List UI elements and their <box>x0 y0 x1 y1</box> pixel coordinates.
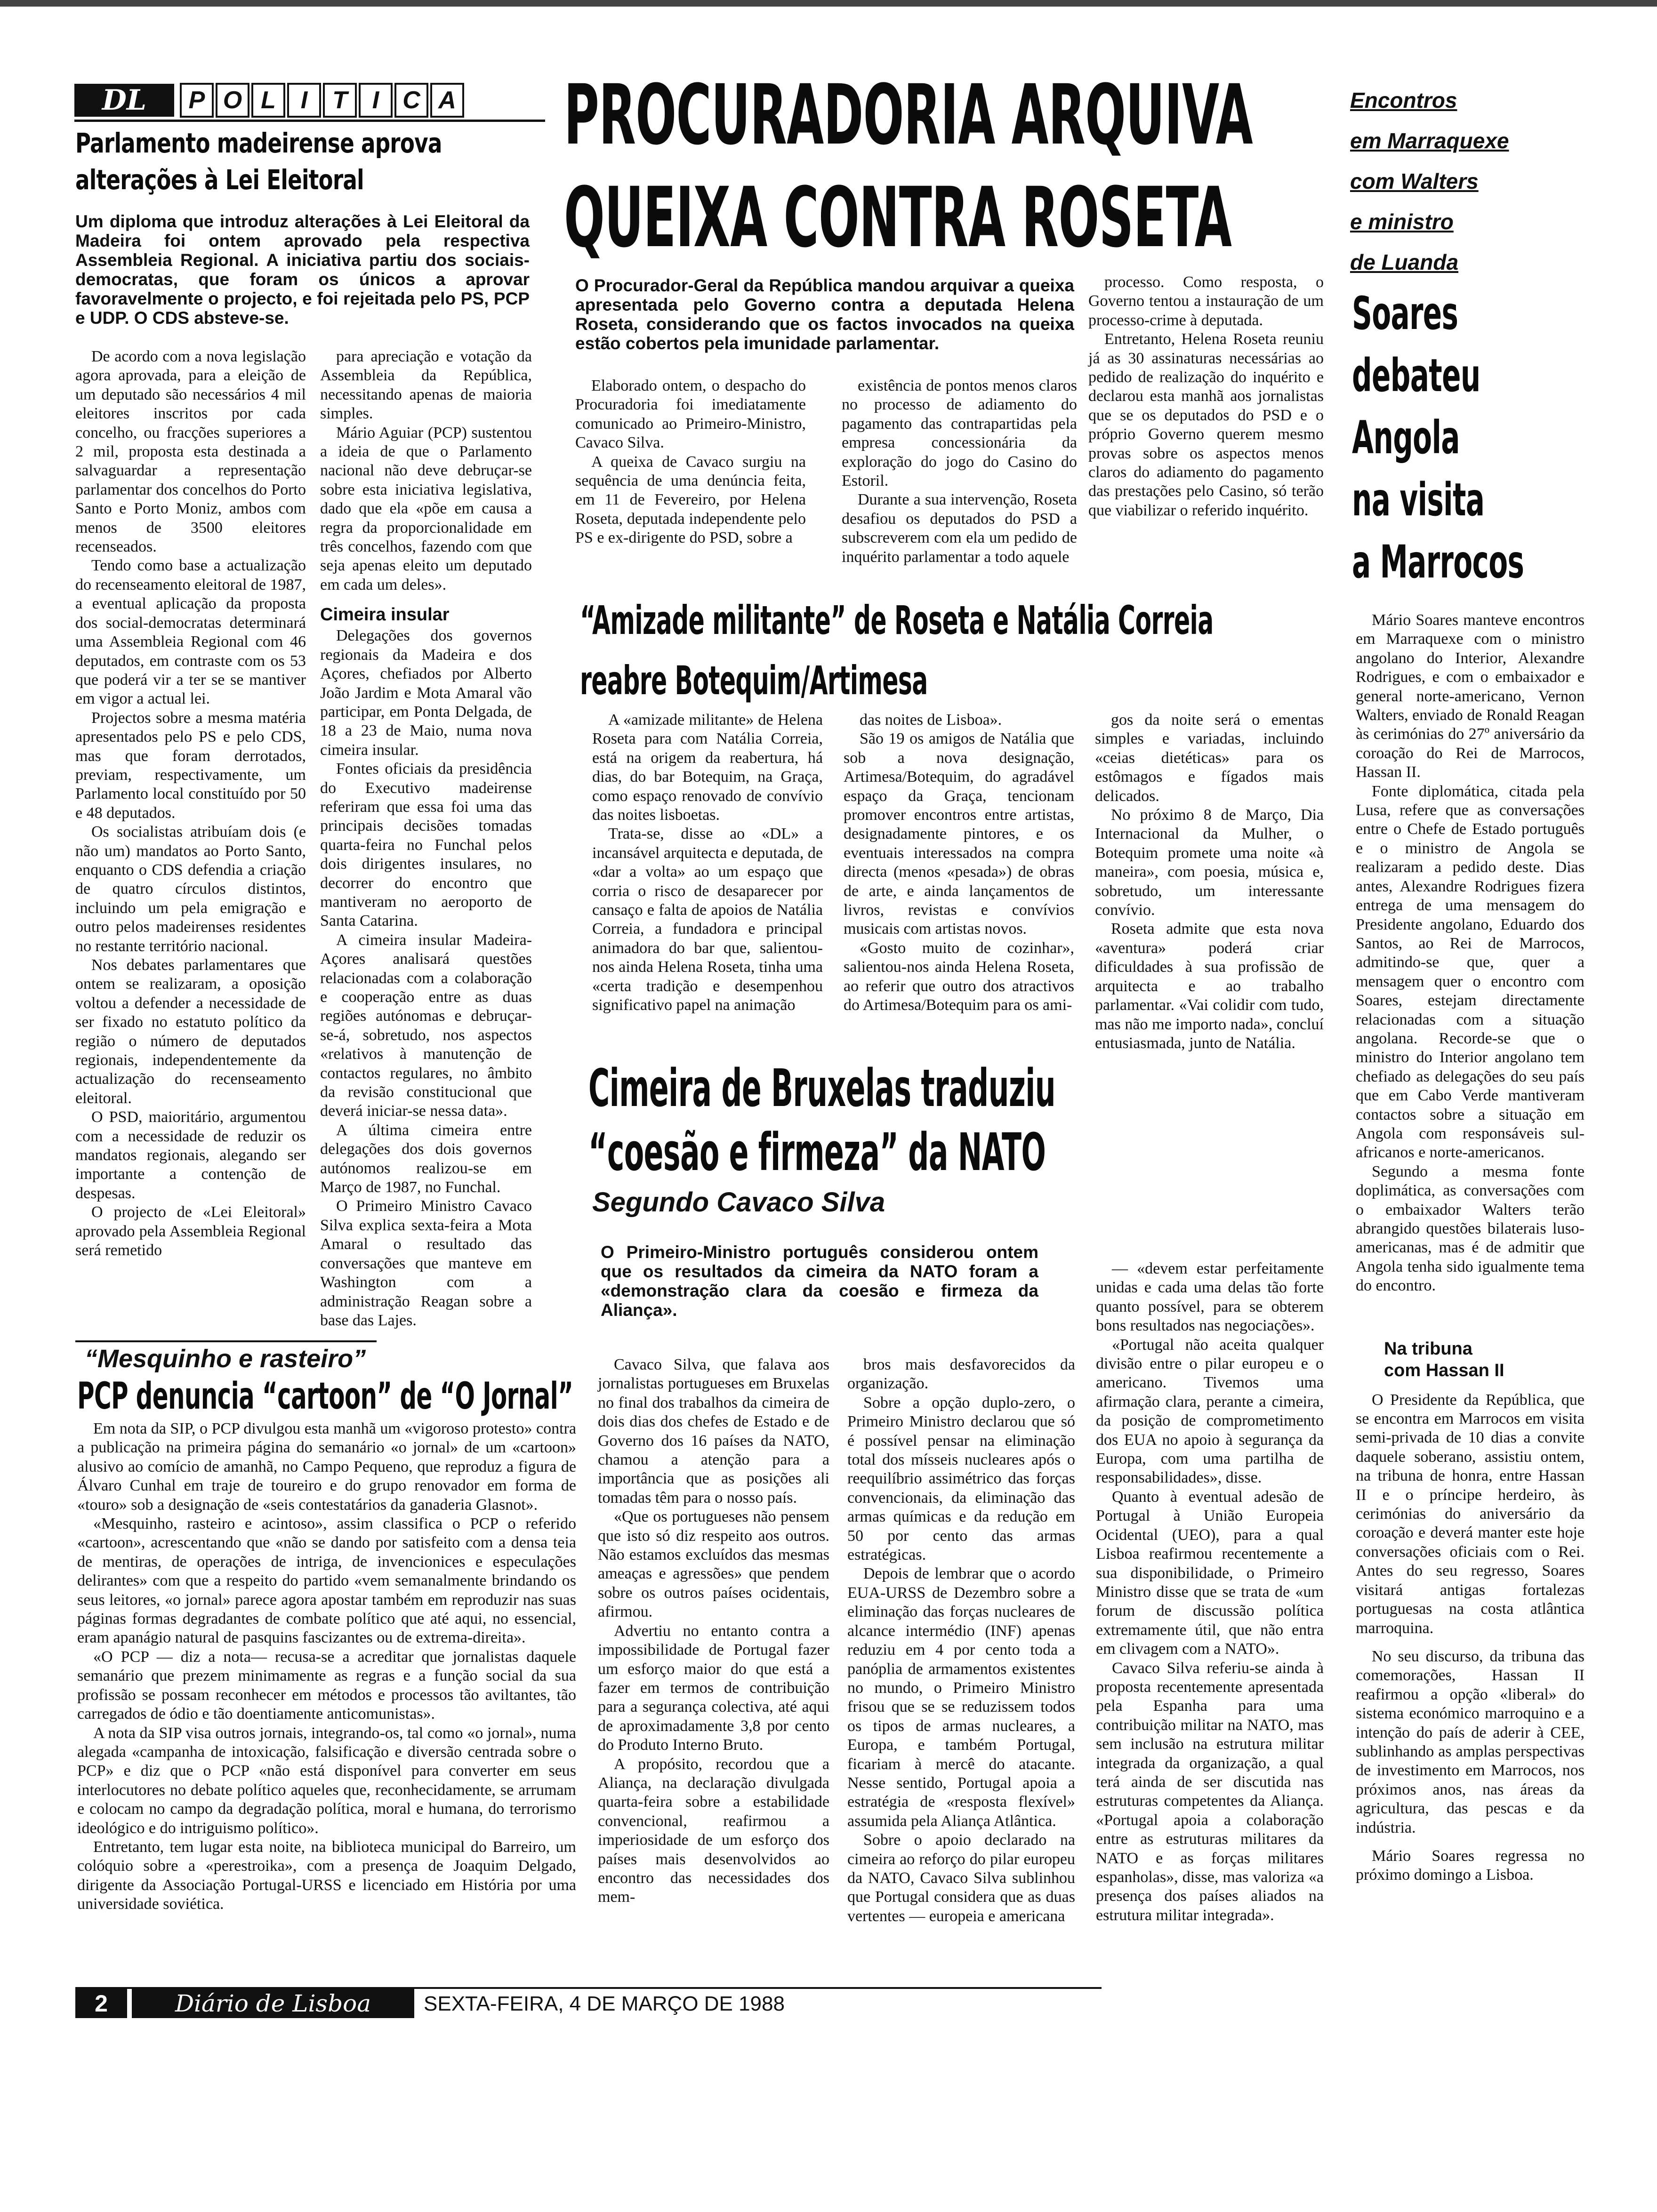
section-letter: I <box>359 83 393 118</box>
paragraph: «Mesquinho, rasteiro e acintoso», assim classifica o PCP o referido «cartoon», acrescentando que «não se dando por satisfeito com a densa teia de mentiras, de operações de intriga, de invencionices e especulações delirantes» com que a respeito do partido «vem semanalmente brindando os seus leitores, «o jornal» parece agora apostar também em reproduzir nas suas páginas formas degradantes de combate político que até aqui, no essencial, eram apanágio natural de pasquins fascizantes ou de extrema-direita». <box>77 1515 576 1647</box>
a6-kicker-line: e ministro <box>1350 209 1454 234</box>
paragraph: Entretanto, Helena Roseta reuniu já as 30 assinaturas necessárias ao pedido de realização do inquérito e declarou esta manhã aos jornalistas que se os deputados do PSD e o próprio Governo querem mesmo provas sobre os aspectos menos claros do adiamento do pagamento das prestações pelo Casino, só terão que viabilizar o referido inquérito. <box>1088 330 1324 519</box>
paragraph: No seu discurso, da tribuna das comemorações, Hassan II reafirmou a opção «liberal» do sistema económico marroquino e a intenção do país de aderir à CEE, sublinhando as amplas perspectivas de investimento em Marrocos, nos próximos anos, nas áreas da agricultura, das pescas e da indústria. <box>1356 1647 1585 1836</box>
a6-headline-line: na visita <box>1352 473 1485 526</box>
section-letter: I <box>287 83 321 118</box>
a2-column-3 <box>1088 273 1324 520</box>
paragraph: Entretanto, tem lugar esta noite, na biblioteca municipal do Barreiro, um colóquio sobre a «perestroika», com a presença de Joaquim Delgado, dirigente da Associação Portugal-URSS e licenciado em História por uma universidade soviética. <box>77 1838 576 1913</box>
section-letter: P <box>180 83 214 118</box>
a4-lead: O Primeiro-Ministro português considerou ontem que os resultados da cimeira da NATO foram a «demonstração clara da coesão e firmeza da Aliança». <box>601 1242 1038 1320</box>
paragraph: existência de pontos menos claros no processo de adiamento do pagamento das contrapartidas pela empresa concessionária da exploração do jogo do Casino do Estoril. <box>842 377 1077 490</box>
a2-column-2 <box>842 377 1077 567</box>
paragraph: Segundo a mesma fonte doplimática, as conversações com o embaixador Walters terão abrangido questões bilaterais luso-americanas, mas é de admitir que Angola tenha sido igualmente tema do encontro. <box>1356 1162 1585 1295</box>
section-letter: T <box>323 83 357 118</box>
a1-lead: Um diploma que introduz alterações à Lei Eleitoral da Madeira foi ontem aprovado pela respectiva Assembleia Regional. A iniciativa partiu dos sociais-democratas, que foram os únicos a aprovar favoravelmente o projecto, e foi rejeitada pelo PS, PCP e UDP. O CDS absteve-se. <box>75 212 530 328</box>
paragraph: — «devem estar perfeitamente unidas e cada uma delas tão forte quanto possível, para se obterem bons resultados nas negociações». <box>1096 1260 1324 1335</box>
paragraph: Fonte diplomática, citada pela Lusa, refere que as conversações entre o Chefe de Estado português e o ministro de Angola se realizaram a pedido deste. Dias antes, Alexandre Rodrigues fizera entrega de uma mensagem do Presidente angolano, Eduardo dos Santos, ao Rei de Marrocos, admitindo-se que, quer a mensagem quer o encontro com Soares, estejam directamente relacionadas com a situação angolana. Recorde-se que o ministro do Interior angolano tem chefiado as delegações do seu país que em Cabo Verde mantiveram contactos sobre a situação em Angola com responsáveis sul-africanos e norte-americanos. <box>1356 782 1585 1162</box>
paragraph: Elaborado ontem, o despacho do Procuradoria foi imediatamente comunicado ao Primeiro-Ministro, Cavaco Silva. <box>575 377 806 452</box>
a3-column-2 <box>844 711 1074 1015</box>
paragraph: O Primeiro Ministro Cavaco Silva explica sexta-feira a Mota Amaral o resultado das conversações que manteve em Washington com a administração Reagan sobre a base das Lajes. <box>320 1197 532 1329</box>
a6-subheading <box>1384 1338 1585 1381</box>
a1-column-1 <box>75 347 306 1260</box>
a3-headline-2: reabre Botequim/Artimesa <box>580 657 928 704</box>
paragraph: Advertiu no entanto contra a impossibilidade de Portugal fazer um esforço maior do que está a fazer em termos de contribuição para a segurança colectiva, até aqui de aproximadamente 3,8 por cento do Produto Interno Bruto. <box>598 1622 829 1754</box>
paragraph: «O PCP — diz a nota— recusa-se a acreditar que jornalistas daquele semanário que prezem minimamente as regras e a função social da sua profissão se possam reconhecer em métodos e processos tão aviltantes, tão carregados de ódio e tão doentiamente anticomunistas». <box>77 1648 576 1723</box>
section-letter: C <box>394 83 428 118</box>
a6-kicker-line: de Luanda <box>1350 250 1459 274</box>
masthead-rule <box>74 120 545 122</box>
a4-headline-1: Cimeira de Bruxelas traduziu <box>588 1058 1056 1118</box>
a6-kicker-line: em Marraquexe <box>1350 128 1509 153</box>
top-edge <box>0 0 1657 7</box>
a5-headline: PCP denuncia “cartoon” de “O Jornal” <box>77 1375 573 1418</box>
paragraph: Em nota da SIP, o PCP divulgou esta manhã um «vigoroso protesto» contra a publicação na primeira página do semanário «o jornal» de um «cartoon» alusivo ao comício de amanhã, no Campo Pequeno, que reproduz a figura de Álvaro Cunhal em traje de toureiro e do grupo renovador em forma de «touro» sob a designação de «seis contestatários da ganaderia Glasnot». <box>77 1420 576 1514</box>
a5-kicker-rule <box>75 1340 377 1342</box>
dl-logo: DL <box>74 84 174 117</box>
paragraph: Mário Soares regressa no próximo domingo a Lisboa. <box>1356 1847 1585 1884</box>
section-label-politica <box>180 83 466 118</box>
a4-column-1 <box>598 1355 829 1907</box>
paragraph: Mário Soares manteve encontros em Marraquexe com o ministro angolano do Interior, Alexandre Rodrigues, e com o embaixador e general norte-americano, Vernon Walters, enviado de Ronald Reagan às cerimónias do 27º aniversário da coroação do Rei de Marrocos, Hassan II. <box>1356 611 1585 781</box>
paragraph: «Que os portugueses não pensem que isto só diz respeito aos outros. Não estamos excluídos das mesmas ameaças e agressões» que pendem sobre os outros países ocidentais, afirmou. <box>598 1508 829 1621</box>
paragraph: Nos debates parlamentares que ontem se realizaram, a oposição voltou a defender a necessidade de ser fixado no estatuto político da região o número de deputados regionais, independentemente da actualização do recenseamento eleitoral. <box>75 956 306 1107</box>
a6-subheading-line: com Hassan II <box>1384 1360 1504 1380</box>
a2-headline-1: PROCURADORIA ARQUIVA <box>564 67 1253 163</box>
section-letter: A <box>430 83 464 118</box>
paragraph: Depois de lembrar que o acordo EUA-URSS de Dezembro sobre a eliminação das forças nucleares de alcance intermédio (INF) apenas reduziu em 4 por cento toda a panóplia de armamentos existentes no mundo, o Primeiro Ministro frisou que se se reduzissem todos os tipos de armas nucleares, a Europa, e também Portugal, ficariam à mercê do atacante. Nesse sentido, Portugal apoia a estratégia de «resposta flexível» assumida pela Aliança Atlântica. <box>847 1565 1075 1830</box>
paragraph: Sobre a opção duplo-zero, o Primeiro Ministro declarou que só é possível pensar na eliminação total dos mísseis nucleares após o reequilíbrio assimétrico das forças convencionais, da eliminação das armas químicas e da redução em 50 por cento das armas estratégicas. <box>847 1394 1075 1564</box>
paragraph: A nota da SIP visa outros jornais, integrando-os, tal como «o jornal», numa alegada «campanha de intoxicação, falsificação e diversão centrada sobre o PCP» e diz que o PCP «não está disponível para converter em seus interlocutores no debate político aqueles que, reconhecidamente, se arrumam e colocam no campo da degradação política, moral e humana, do terrorismo ideológico e do intriguismo político». <box>77 1724 576 1837</box>
a4-column-2 <box>847 1355 1075 1926</box>
a6-kicker <box>1350 80 1509 282</box>
a3-column-1 <box>592 711 823 1015</box>
paragraph: Durante a sua intervenção, Roseta desafiou os deputados do PSD a subscreverem com ela um pedido de inquérito parlamentar a todo aquele <box>842 491 1077 566</box>
a3-column-3 <box>1095 711 1324 1053</box>
paragraph: «Portugal não aceita qualquer divisão entre o pilar europeu e o americano. Tivemos uma afirmação clara, perante a cimeira, da posição de comprometimento dos EUA no apoio à segurança da Europa, com uma partilha de responsabilidades», disse. <box>1096 1336 1324 1487</box>
paragraph: O projecto de «Lei Eleitoral» aprovado pela Assembleia Regional será remetido <box>75 1203 306 1259</box>
a6-kicker-line: com Walters <box>1350 169 1479 193</box>
a5-body <box>77 1419 576 1914</box>
paragraph: processo. Como resposta, o Governo tentou a instauração de um processo-crime à deputada. <box>1088 273 1324 329</box>
paragraph: Cavaco Silva referiu-se ainda à proposta recentemente apresentada pela Espanha para uma contribuição militar na NATO, mas sem inclusão na estrutura militar integrada da organização, a qual terá ainda de ser discutida nas estruturas competentes da Aliança. «Portugal apoia a colaboração entre as estruturas militares da NATO e as forças militares espanholas», disse, mas valoriza «a presença dos países aliados na estrutura militar integrada». <box>1096 1659 1324 1924</box>
paragraph: para apreciação e votação da Assembleia da República, necessitando apenas de maioria simples. <box>320 348 532 423</box>
paragraph: Os socialistas atribuíam dois (e não um) mandatos ao Porto Santo, enquanto o CDS defendia a criação de quatro círculos distintos, incluindo um pela emigração e outro pelos madeirenses residentes no restante território nacional. <box>75 823 306 955</box>
paragraph: Roseta admite que esta nova «aventura» poderá criar dificuldades à sua profissão de arquitecta e ao trabalho parlamentar. «Vai colidir com tudo, mas não me importo nada», concluí entusiasmada, junto de Natália. <box>1095 920 1324 1052</box>
a6-headline-line: Soares <box>1352 287 1458 340</box>
paragraph: O Presidente da República, que se encontra em Marrocos em visita semi-privada de 10 dias a convite daquele soberano, assistiu ontem, na tribuna de honra, entre Hassan II e o príncipe herdeiro, às cerimónias do aniversário da coroação e deverá manter este hoje conversações oficiais com o Rei. Antes do seu regresso, Soares visitará antigas fortalezas portuguesas na costa atlântica marroquina. <box>1356 1391 1585 1637</box>
paragraph: São 19 os amigos de Natália que sob a nova designação, Artimesa/Botequim, do agradável espaço da Graça, tencionam promover encontros entre artistas, designadamente pintores, e os eventuais interessados na compra directa (menos «pesada») de obras de arte, e ainda lançamentos de livros, revistas e convívios musicais com artistas novos. <box>844 730 1074 938</box>
a4-headline-2: “coesão e firmeza” da NATO <box>588 1122 1046 1182</box>
paragraph: Tendo como base a actualização do recenseamento eleitoral de 1987, a eventual aplicação da proposta dos social-democratas determinará uma Assembleia Regional com 46 deputados, em contraste com os 53 que poderá vir a ter se se mantiver em vigor a actual lei. <box>75 557 306 708</box>
a1-subheading: Cimeira insular <box>320 605 450 625</box>
a5-kicker: “Mesquinho e rasteiro” <box>85 1345 366 1373</box>
a6-column <box>1356 611 1585 1885</box>
paragraph: Trata-se, disse ao «DL» a incansável arquitecta e deputada, de «dar a volta» ao um espaço que corria o risco de desaparecer por cansaço e falta de apoios de Natália Correia, a fundadora e principal animadora do bar que, salientou-nos ainda Helena Roseta, tinha uma «certa tradição e desempenhou significativo papel na animação <box>592 825 823 1014</box>
a4-column-3 <box>1096 1259 1324 1925</box>
a6-kicker-line: Encontros <box>1350 88 1457 112</box>
paragraph: No próximo 8 de Março, Dia Internacional da Mulher, o Botequim promete uma noite «à maneira», com poesia, música e, sobretudo, um interessante convívio. <box>1095 806 1324 919</box>
paragraph: Quanto à eventual adesão de Portugal à União Europeia Ocidental (UEO), para a qual Lisboa reafirmou recentemente a sua disponibilidade, o Primeiro Ministro disse que se trata de «um forum de discussão política extremamente útil, que não entra em clivagem com a NATO». <box>1096 1488 1324 1658</box>
a6-headline <box>1352 282 1629 593</box>
section-letter: L <box>251 83 285 118</box>
paragraph: A propósito, recordou que a Aliança, na declaração divulgada quarta-feira sobre a estabilidade convencional, reafirmou a imperiosidade de um esforço dos países mais desenvolvidos ao encontro das necessidades dos mem- <box>598 1755 829 1906</box>
paragraph: A «amizade militante» de Helena Roseta para com Natália Correia, está na origem da reabertura, há dias, do bar Botequim, na Graça, como espaço renovado de convívio das noites lisboetas. <box>592 711 823 824</box>
a2-lead: O Procurador-Geral da República mandou arquivar a queixa apresentada pelo Governo contra a deputada Helena Roseta, considerando que os factos invocados na queixa estão cobertos pela imunidade parlamentar. <box>575 276 1074 353</box>
a1-headline-2: alterações à Lei Eleitoral <box>75 164 364 196</box>
a2-column-1 <box>575 377 806 548</box>
a1-column-2 <box>320 347 532 1330</box>
paragraph: Fontes oficiais da presidência do Executivo madeirense referiram que essa foi uma das principais decisões tomadas quarta-feira no Funchal pelos dois dirigentes insulares, no decorrer do encontro que mantiveram no aeroporto de Santa Catarina. <box>320 760 532 930</box>
a3-headline-1: “Amizade militante” de Roseta e Natália Correia <box>580 597 1214 643</box>
paragraph: bros mais desfavorecidos da organização. <box>847 1356 1075 1393</box>
a6-headline-line: Angola <box>1352 411 1460 464</box>
paragraph: Mário Aguiar (PCP) sustentou a ideia de que o Parlamento nacional não deve debruçar-se sobre esta iniciativa legislativa, dado que ela «põe em causa a regra da proporcionalidade em três concelhos, fazendo com que seja apenas eleito um deputado em cada um deles». <box>320 424 532 593</box>
paragraph: Projectos sobre a mesma matéria apresentados pelo PS e pelo CDS, mas que foram derrotados, previam, respectivamente, um Parlamento local constituído por 50 e 48 deputados. <box>75 709 306 822</box>
a6-headline-line: a Marrocos <box>1352 536 1524 588</box>
a6-headline-line: debateu <box>1352 349 1480 402</box>
paragraph: O PSD, maioritário, argumentou com a necessidade de reduzir os mandatos regionais, alegando ser importante a contenção de despesas. <box>75 1108 306 1202</box>
paragraph: A queixa de Cavaco surgiu na sequência de uma denúncia feita, em 11 de Fevereiro, por Helena Roseta, deputada independente pelo PS e ex-dirigente do PSD, sobre a <box>575 453 806 547</box>
paragraph: Delegações dos governos regionais da Madeira e dos Açores, chefiados por Alberto João Jardim e Mota Amaral vão participar, em Ponta Delgada, de 18 a 23 de Maio, numa nova cimeira insular. <box>320 627 532 759</box>
a4-kicker: Segundo Cavaco Silva <box>592 1187 885 1218</box>
a6-subheading-line: Na tribuna <box>1384 1338 1472 1359</box>
paragraph: Cavaco Silva, que falava aos jornalistas portugueses em Bruxelas no final dos trabalhos da cimeira de dois dias dos chefes de Estado e de Governo dos 16 países da NATO, chamou a atenção para a importância que as posições ali tomadas têm para o nosso país. <box>598 1356 829 1507</box>
paragraph: De acordo com a nova legislação agora aprovada, para a eleição de um deputado são necessários 4 mil eleitores inscritos por cada concelho, ou fracções superiores a 2 mil, proposta esta destinada a salvaguardar a representação parlamentar dos concelhos do Porto Santo e Porto Moniz, ambos com menos de 3500 eleitores recenseados. <box>75 348 306 556</box>
paragraph: A cimeira insular Madeira-Açores analisará questões relacionadas com a colaboração e cooperação entre as duas regiões autónomas e debruçar-se-á, sobretudo, nos aspectos «relativos à manutenção de contactos regulares, no âmbito da revisão constitucional que deverá iniciar-se nessa data». <box>320 931 532 1120</box>
paragraph: Sobre o apoio declarado na cimeira ao reforço do pilar europeu da NATO, Cavaco Silva sublinhou que Portugal considera que as duas vertentes — europeia e americana <box>847 1831 1075 1925</box>
a1-headline-1: Parlamento madeirense aprova <box>75 127 442 159</box>
paper-name: Diário de Lisboa <box>132 1989 414 2018</box>
a2-headline-2: QUEIXA CONTRA ROSETA <box>564 169 1232 266</box>
paragraph: gos da noite será o ementas simples e variadas, incluindo «ceias dietéticas» para os estômagos e fígados mais delicados. <box>1095 711 1324 805</box>
paragraph: das noites de Lisboa». <box>860 711 1002 729</box>
issue-date: SEXTA-FEIRA, 4 DE MARÇO DE 1988 <box>424 1992 785 2015</box>
section-letter: O <box>216 83 249 118</box>
paragraph: «Gosto muito de cozinhar», salientou-nos ainda Helena Roseta, ao referir que outro dos atractivos do Artimesa/Botequim para os ami- <box>844 939 1074 1014</box>
paragraph: A última cimeira entre delegações dos dois governos autónomos realizou-se em Março de 1987, no Funchal. <box>320 1121 532 1196</box>
page-number: 2 <box>75 1989 127 2018</box>
